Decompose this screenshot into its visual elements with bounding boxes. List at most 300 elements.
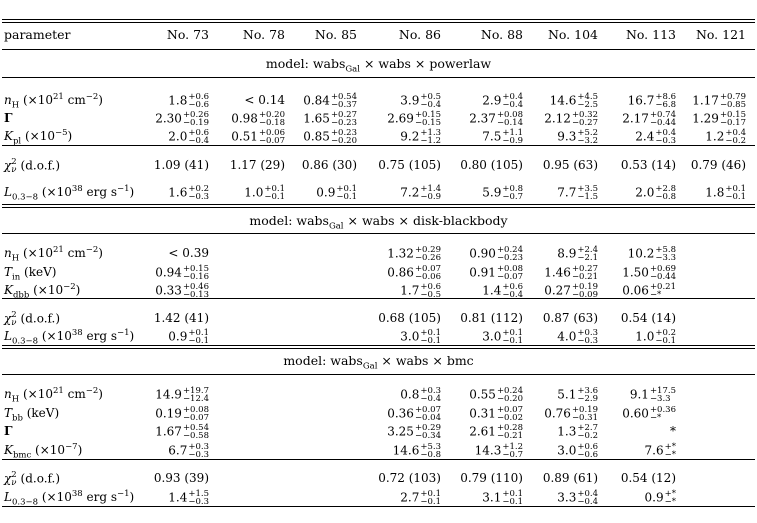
param-symbol: L <box>4 490 12 504</box>
value: 1.8 <box>168 93 188 108</box>
value: 1.67 <box>155 424 182 439</box>
upper-error: +0.28 <box>496 423 523 433</box>
param-end: ) <box>98 93 103 107</box>
lower-error: −0.8 <box>420 450 441 460</box>
lower-error: −0.18 <box>258 118 285 128</box>
error-bars <box>188 129 209 145</box>
upper-error: +5.3 <box>420 442 441 452</box>
value: 0.72 (103) <box>378 471 441 485</box>
lower-error: −0.6 <box>188 100 209 110</box>
value-cell <box>279 93 357 109</box>
lower-error: −0.1 <box>420 336 441 346</box>
error-bars <box>725 185 746 201</box>
value-cell <box>445 443 523 459</box>
param-symbol: K <box>4 283 13 297</box>
param-text: (×10 <box>38 329 72 343</box>
value: 1.0 <box>244 185 264 200</box>
value: 0.9 <box>168 329 188 344</box>
value-cell <box>598 406 676 422</box>
lower-error: −12.4 <box>182 394 209 404</box>
value-cell <box>207 185 285 201</box>
param-text: (d.o.f.) <box>16 311 61 326</box>
error-bars <box>665 490 676 506</box>
lower-error: −0.3 <box>188 192 209 202</box>
value: 0.60 <box>622 406 649 421</box>
value: 2.0 <box>168 129 188 144</box>
value: 2.7 <box>400 490 420 505</box>
value-cell <box>363 424 441 440</box>
error-bars <box>420 185 441 201</box>
value-cell <box>363 406 441 422</box>
error-bars <box>183 424 209 440</box>
value: 0.84 <box>303 93 330 108</box>
value-cell <box>131 329 209 345</box>
lower-error: −0.5 <box>420 290 441 300</box>
value-cell <box>598 246 676 262</box>
upper-error: +0.08 <box>182 405 209 415</box>
upper-error: +0.29 <box>414 423 441 433</box>
upper-error: +0.6 <box>188 92 209 102</box>
value: 0.06 <box>622 283 649 298</box>
upper-error: +0.6 <box>577 442 598 452</box>
value-cell <box>445 185 523 201</box>
lower-error: −1.5 <box>577 192 598 202</box>
value-cell <box>363 490 441 506</box>
lower-error: −0.02 <box>496 413 523 423</box>
lower-error: −0.4 <box>577 497 598 507</box>
value-cell <box>131 471 209 485</box>
value-cell <box>598 490 676 506</box>
upper-error: +2.7 <box>577 423 598 433</box>
upper-error: +0.3 <box>420 386 441 396</box>
error-bars <box>577 329 598 345</box>
parameter-label <box>4 111 13 125</box>
value: 3.1 <box>482 490 502 505</box>
value-cell <box>668 93 746 109</box>
upper-error: +0.15 <box>182 264 209 274</box>
lower-error: −0.4 <box>420 100 441 110</box>
value: 1.3 <box>557 424 577 439</box>
error-bars <box>420 387 441 403</box>
value: 0.54 (12) <box>620 471 676 485</box>
value: 1.0 <box>635 329 655 344</box>
value-cell <box>363 246 441 262</box>
upper-error: +0.74 <box>649 110 676 120</box>
lower-error: −0.8 <box>655 192 676 202</box>
value: < 0.14 <box>244 93 285 107</box>
value-cell <box>131 406 209 422</box>
lower-error: −0.23 <box>496 253 523 263</box>
param-tail: cm <box>63 246 86 260</box>
value-cell <box>598 265 676 281</box>
value: 0.9 <box>644 490 664 505</box>
upper-error: +17.5 <box>649 386 676 396</box>
param-symbol: Γ <box>4 424 13 438</box>
lower-error: −0.2 <box>577 431 598 441</box>
upper-error: +0.1 <box>420 328 441 338</box>
chi-symbol: χ <box>4 158 12 173</box>
param-end: ) <box>98 387 103 401</box>
error-bars <box>665 443 676 459</box>
value: 0.80 (105) <box>460 158 523 172</box>
lower-error: −2.9 <box>577 394 598 404</box>
lower-error: −1.2 <box>420 136 441 146</box>
upper-error: +0.06 <box>258 128 285 138</box>
value-cell <box>445 424 523 440</box>
lower-error: −0.14 <box>496 118 523 128</box>
value-cell <box>131 158 209 172</box>
upper-error: +0.8 <box>502 184 523 194</box>
value: 8.9 <box>557 246 577 261</box>
lower-error: −* <box>649 290 662 300</box>
param-end: ) <box>98 246 103 260</box>
lower-error: −0.15 <box>414 118 441 128</box>
param-end: ) <box>77 443 83 457</box>
value-cell <box>131 424 209 440</box>
section-end-rule-1 <box>2 204 755 205</box>
param-text: (×10 <box>19 246 53 260</box>
value: 0.8 <box>400 387 420 402</box>
upper-error: +19.7 <box>182 386 209 396</box>
lower-error: −0.26 <box>414 253 441 263</box>
param-sub: bb <box>12 413 23 424</box>
title-sub: Gal <box>328 221 344 232</box>
value: 6.7 <box>168 443 188 458</box>
lower-error: −* <box>664 497 676 507</box>
parameter-label <box>4 158 60 174</box>
param-sub: 0.3−8 <box>11 192 39 203</box>
error-bars <box>415 265 441 281</box>
error-bars <box>650 283 676 299</box>
value: 5.9 <box>482 185 502 200</box>
value-cell <box>363 387 441 403</box>
upper-error: +0.1 <box>502 328 523 338</box>
parameter-label <box>4 489 135 508</box>
lower-error: −0.9 <box>502 136 523 146</box>
value: 14.3 <box>474 443 502 458</box>
section-title <box>0 353 757 372</box>
upper-error: +0.32 <box>571 110 598 120</box>
error-bars <box>188 490 209 506</box>
value: 0.87 (63) <box>542 311 598 325</box>
upper-error: +1.4 <box>420 184 441 194</box>
error-bars <box>331 129 357 145</box>
value: 9.2 <box>400 129 420 144</box>
value-cell <box>363 329 441 345</box>
upper-error: +0.29 <box>414 245 441 255</box>
upper-error: +3.5 <box>577 184 598 194</box>
value: 2.30 <box>155 111 182 126</box>
title-sub: Gal <box>362 361 378 372</box>
value: 2.37 <box>469 111 496 126</box>
error-bars <box>577 443 598 459</box>
value: 0.94 <box>155 265 182 280</box>
value-cell <box>131 185 209 201</box>
parameter-label <box>4 265 57 283</box>
chi-symbol: χ <box>4 311 12 326</box>
upper-error: +0.24 <box>496 386 523 396</box>
param-text: (×10 <box>19 387 53 401</box>
value-cell <box>131 387 209 403</box>
parameter-label <box>4 245 103 264</box>
lower-error: −0.16 <box>182 272 209 282</box>
lower-error: −3.2 <box>577 136 598 146</box>
value-cell <box>131 93 209 109</box>
value-cell <box>520 329 598 345</box>
error-bars <box>331 111 357 127</box>
lower-error: −0.4 <box>502 100 523 110</box>
value-cell <box>363 283 441 299</box>
param-sub: 0.3−8 <box>11 336 39 347</box>
header-column: No. 104 <box>547 27 598 42</box>
value-cell <box>520 129 598 145</box>
param-sup: 21 <box>52 245 64 255</box>
value-cell <box>598 185 676 201</box>
error-bars <box>577 246 598 262</box>
param-sup: 21 <box>52 386 64 396</box>
param-text: (×10 <box>38 185 72 199</box>
header-column: No. 85 <box>314 27 357 42</box>
title-sub: Gal <box>345 64 360 75</box>
upper-error: +0.6 <box>188 128 209 138</box>
param-sup: −5 <box>54 128 68 138</box>
value: 7.6 <box>644 443 664 458</box>
value-cell <box>279 158 357 172</box>
value: 3.0 <box>400 329 420 344</box>
title-pre: model: wabs <box>283 353 363 368</box>
value-cell <box>598 443 676 459</box>
title-post: × wabs × bmc <box>377 353 474 368</box>
value: 1.09 (41) <box>153 158 209 172</box>
error-bars <box>725 129 746 145</box>
error-bars <box>577 387 598 403</box>
value: * <box>670 424 676 438</box>
lower-error: −0.85 <box>719 100 746 110</box>
value: 3.0 <box>557 443 577 458</box>
section-title-rule <box>2 374 755 375</box>
group-rule <box>2 298 755 299</box>
param-end: ) <box>129 329 135 343</box>
upper-error: +0.1 <box>420 489 441 499</box>
upper-error: +0.07 <box>414 405 441 415</box>
param-symbol: K <box>4 129 13 143</box>
value-cell <box>520 424 598 440</box>
param-sub: bmc <box>12 450 32 461</box>
value: 2.12 <box>544 111 571 126</box>
value: 2.17 <box>622 111 649 126</box>
upper-error: +0.15 <box>414 110 441 120</box>
value-cell <box>363 265 441 281</box>
param-sub: 0.3−8 <box>11 497 39 508</box>
param-sup2: −1 <box>117 184 130 194</box>
title-pre: model: wabs <box>249 213 329 228</box>
param-sub: H <box>11 394 20 405</box>
chi-sup: 2 <box>11 157 17 167</box>
upper-error: +0.4 <box>655 128 676 138</box>
lower-error: −0.3 <box>655 136 676 146</box>
value-cell <box>363 185 441 201</box>
value-cell <box>445 265 523 281</box>
lower-error: −0.3 <box>577 336 598 346</box>
param-sup: −7 <box>65 442 78 452</box>
lower-error: −0.4 <box>502 290 523 300</box>
value-cell <box>131 265 209 281</box>
upper-error: +0.3 <box>577 328 598 338</box>
error-bars <box>420 329 441 345</box>
error-bars <box>577 185 598 201</box>
lower-error: −2.1 <box>577 253 598 263</box>
lower-error: −0.9 <box>420 192 441 202</box>
section-end-rule-2 <box>2 207 755 208</box>
param-sub: pl <box>12 136 22 147</box>
error-bars <box>655 329 676 345</box>
lower-error: −0.13 <box>182 290 209 300</box>
error-bars <box>572 111 598 127</box>
value: 16.7 <box>627 93 655 108</box>
value-cell <box>598 158 676 172</box>
value: 14.6 <box>392 443 420 458</box>
parameter-label <box>4 311 60 327</box>
param-sup: 38 <box>71 328 83 338</box>
upper-error: +0.69 <box>649 264 676 274</box>
value: 9.3 <box>557 129 577 144</box>
upper-error: +0.3 <box>188 442 209 452</box>
param-text: (×10 <box>21 129 55 143</box>
error-bars <box>415 246 441 262</box>
upper-error: +5.8 <box>655 245 676 255</box>
value: 0.33 <box>155 283 182 298</box>
upper-error: +1.5 <box>188 489 209 499</box>
upper-error: +0.08 <box>496 264 523 274</box>
error-bars <box>572 265 598 281</box>
value: 0.76 <box>544 406 571 421</box>
value-cell <box>363 158 441 172</box>
value: 7.2 <box>400 185 420 200</box>
param-sup2: −1 <box>117 328 130 338</box>
lower-error: −0.20 <box>496 394 523 404</box>
param-sup: 38 <box>71 184 83 194</box>
upper-error: +0.54 <box>182 423 209 433</box>
value: 0.53 (14) <box>620 158 676 172</box>
param-sup: 21 <box>52 92 64 102</box>
value-cell <box>520 443 598 459</box>
value: 0.79 (110) <box>460 471 523 485</box>
error-bars <box>572 406 598 422</box>
header-parameter: parameter <box>4 27 71 42</box>
param-sub: H <box>11 253 20 264</box>
parameter-label <box>4 442 83 461</box>
value-cell <box>131 111 209 127</box>
value-cell <box>598 471 676 485</box>
lower-error: −0.44 <box>649 272 676 282</box>
error-bars <box>336 185 357 201</box>
error-bars <box>420 129 441 145</box>
upper-error: +2.8 <box>655 184 676 194</box>
value-cell <box>363 129 441 145</box>
error-bars <box>331 93 357 109</box>
lower-error: −0.09 <box>571 290 598 300</box>
param-symbol: n <box>4 387 12 401</box>
value: 1.32 <box>387 246 414 261</box>
value: 1.4 <box>168 490 188 505</box>
section-title-rule <box>2 233 755 234</box>
value-cell <box>598 283 676 299</box>
value-cell <box>445 283 523 299</box>
value: 1.8 <box>705 185 725 200</box>
lower-error: −0.2 <box>725 136 746 146</box>
value: 3.9 <box>400 93 420 108</box>
error-bars <box>415 424 441 440</box>
value: 0.51 <box>231 129 258 144</box>
param-tail: erg s <box>82 329 117 343</box>
error-bars <box>655 246 676 262</box>
error-bars <box>577 129 598 145</box>
error-bars <box>183 111 209 127</box>
parameter-label <box>4 282 81 301</box>
value-cell <box>598 387 676 403</box>
value: 0.68 (105) <box>378 311 441 325</box>
lower-error: −* <box>649 413 662 423</box>
lower-error: −0.27 <box>571 118 598 128</box>
lower-error: −0.3 <box>188 450 209 460</box>
upper-error: +3.6 <box>577 386 598 396</box>
param-text: (keV) <box>22 406 60 420</box>
value: 14.9 <box>155 387 182 402</box>
param-end: ) <box>129 490 135 504</box>
parameter-label <box>4 328 135 347</box>
param-text: (d.o.f.) <box>16 158 61 173</box>
upper-error: +0.15 <box>719 110 746 120</box>
lower-error: −0.1 <box>502 497 523 507</box>
value-cell <box>520 311 598 325</box>
group-rule <box>2 459 755 460</box>
upper-error: +0.6 <box>420 282 441 292</box>
value: 0.89 (61) <box>542 471 598 485</box>
value-cell <box>207 158 285 172</box>
lower-error: −0.07 <box>182 413 209 423</box>
param-text: (×10 <box>29 283 64 297</box>
value-cell <box>520 158 598 172</box>
lower-error: −0.44 <box>649 118 676 128</box>
lower-error: −0.4 <box>420 394 441 404</box>
parameter-label <box>4 128 73 147</box>
value: 1.65 <box>303 111 330 126</box>
param-symbol: T <box>4 265 13 279</box>
error-bars <box>577 93 598 109</box>
param-text: (d.o.f.) <box>16 471 61 486</box>
value-cell <box>520 283 598 299</box>
value: 0.86 <box>387 265 414 280</box>
value-cell <box>520 490 598 506</box>
error-bars <box>420 490 441 506</box>
error-bars <box>650 265 676 281</box>
error-bars <box>720 111 746 127</box>
parameter-label <box>4 184 135 203</box>
lower-error: −0.04 <box>414 413 441 423</box>
error-bars <box>420 283 441 299</box>
param-sub: in <box>12 272 21 283</box>
lower-error: −0.3 <box>188 497 209 507</box>
value: 1.17 (29) <box>229 158 285 172</box>
error-bars <box>188 443 209 459</box>
value: 0.81 (112) <box>460 311 523 325</box>
upper-error: +5.2 <box>577 128 598 138</box>
param-sub: H <box>11 100 20 111</box>
lower-error: −0.1 <box>188 336 209 346</box>
lower-error: −0.17 <box>719 118 746 128</box>
value: 0.95 (63) <box>542 158 598 172</box>
value-cell <box>668 158 746 172</box>
